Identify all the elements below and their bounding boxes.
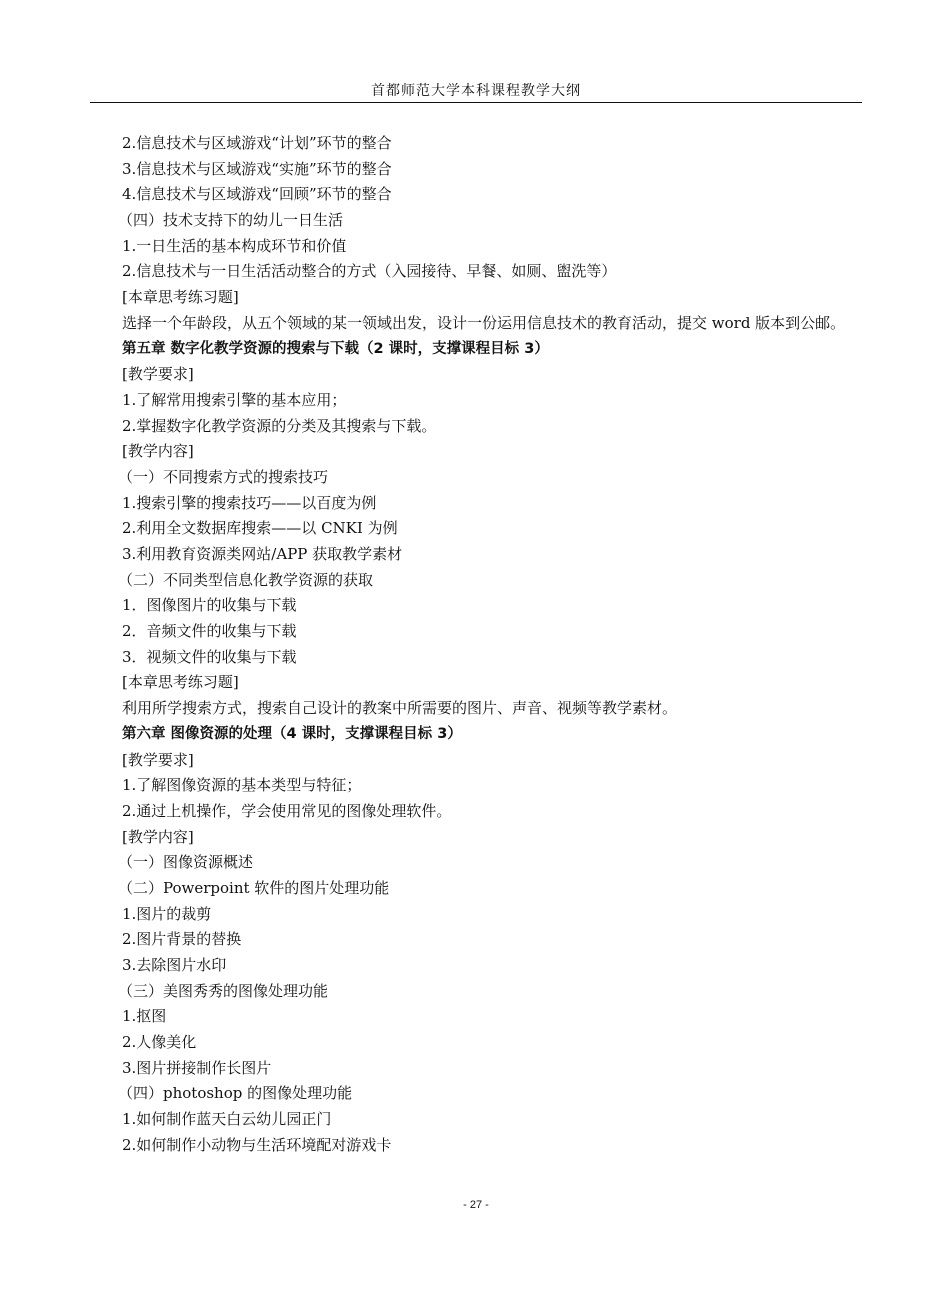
text-line: （四）photoshop 的图像处理功能 — [118, 1084, 353, 1103]
text-line: 选择一个年龄段，从五个领域的某一领域出发，设计一份运用信息技术的教育活动，提交 word 版本到公邮。 — [122, 313, 846, 332]
text-line: 3.去除图片水印 — [122, 956, 227, 975]
text-line: 2.信息技术与一日生活活动整合的方式（入园接待、早餐、如厕、盥洗等） — [122, 262, 617, 281]
text-line: 2.如何制作小动物与生活环境配对游戏卡 — [122, 1135, 392, 1154]
text-line: 1．图像图片的收集与下载 — [122, 596, 297, 615]
text-line: 1.一日生活的基本构成环节和价值 — [122, 236, 347, 255]
page-header-title: 首都师范大学本科课程教学大纲 — [371, 83, 581, 99]
text-line: 2.利用全文数据库搜索——以 CNKI 为例 — [122, 519, 398, 538]
text-line: 3．视频文件的收集与下载 — [122, 647, 297, 666]
text-line: [教学内容] — [122, 442, 194, 461]
chapter-heading: 第五章 数字化教学资源的搜索与下载（2 课时，支撑课程目标 3） — [122, 340, 549, 357]
text-line: （二）不同类型信息化教学资源的获取 — [118, 570, 374, 589]
text-line: 1.抠图 — [122, 1007, 167, 1026]
text-line: 利用所学搜索方式，搜索自己设计的教案中所需要的图片、声音、视频等教学素材。 — [122, 699, 678, 718]
text-line: [教学要求] — [122, 750, 194, 769]
text-line: 1.搜索引擎的搜索技巧——以百度为例 — [122, 493, 377, 512]
text-line: 2.图片背景的替换 — [122, 930, 242, 949]
chapter-heading: 第六章 图像资源的处理（4 课时，支撑课程目标 3） — [122, 725, 462, 742]
text-line: 2.掌握数字化教学资源的分类及其搜索与下载。 — [122, 416, 437, 435]
text-line: （一）图像资源概述 — [118, 853, 254, 872]
text-line: 1.了解常用搜索引擎的基本应用； — [122, 390, 347, 409]
text-line: 2.信息技术与区域游戏“计划”环节的整合 — [122, 134, 392, 152]
text-line: [教学内容] — [122, 827, 194, 846]
text-line: [本章思考练习题] — [122, 673, 239, 692]
header-rule — [90, 102, 862, 103]
text-line: （四）技术支持下的幼儿一日生活 — [118, 211, 344, 230]
text-line: 1.如何制作蓝天白云幼儿园正门 — [122, 1110, 332, 1129]
text-line: [教学要求] — [122, 365, 194, 384]
text-line: （三）美图秀秀的图像处理功能 — [118, 981, 329, 1000]
text-line: 4.信息技术与区域游戏“回顾”环节的整合 — [122, 185, 392, 204]
text-line: 2．音频文件的收集与下载 — [122, 622, 297, 641]
text-line: 2.通过上机操作，学会使用常见的图像处理软件。 — [122, 801, 452, 820]
text-line: （二）Powerpoint 软件的图片处理功能 — [118, 878, 390, 897]
text-line: 3.图片拼接制作长图片 — [122, 1058, 272, 1077]
page-number: - 27 - — [463, 1199, 489, 1211]
text-line: [本章思考练习题] — [122, 288, 239, 307]
text-line: 3.利用教育资源类网站/APP 获取教学素材 — [122, 545, 403, 564]
text-line: 2.人像美化 — [122, 1033, 197, 1052]
text-line: 1.图片的裁剪 — [122, 904, 212, 923]
document-body — [90, 131, 862, 1159]
text-line: 3.信息技术与区域游戏“实施”环节的整合 — [122, 159, 392, 178]
text-line: （一）不同搜索方式的搜索技巧 — [118, 467, 329, 486]
text-line: 1.了解图像资源的基本类型与特征； — [122, 776, 362, 795]
